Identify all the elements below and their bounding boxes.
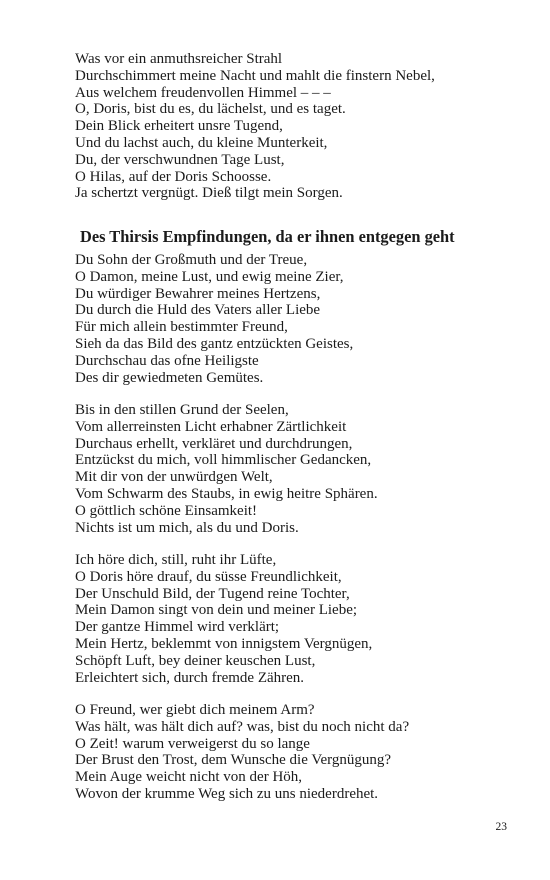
verse-line: Was vor ein anmuthsreicher Strahl	[75, 51, 283, 67]
verse-line: Der Brust den Trost, dem Wunsche die Vergnügung?	[75, 752, 392, 769]
verse-line: Mein Hertz, beklemmt von innigstem Vergnügen,	[75, 635, 373, 652]
verse-line: Des dir gewiedmeten Gemütes.	[75, 369, 264, 386]
verse-line: Durchschau das ofne Heiligste	[75, 352, 259, 369]
verse-line: Der gantze Himmel wird verklärt;	[75, 619, 280, 636]
verse-line: O Freund, wer giebt dich meinem Arm?	[75, 702, 315, 718]
stanza-3	[75, 552, 372, 686]
verse-line: Durchaus erhellt, verkläret und durchdrungen,	[75, 435, 353, 452]
verse-line: Vom allerreinsten Licht erhabner Zärtlichkeit	[75, 418, 347, 435]
verse-line: O Damon, meine Lust, und ewig meine Zier,	[75, 268, 344, 285]
poem-title: Des Thirsis Empfindungen, da er ihnen entgegen geht	[80, 227, 455, 246]
verse-line: Was hält, was hält dich auf? was, bist du noch nicht da?	[75, 718, 410, 735]
stanza-1	[75, 252, 353, 386]
verse-line: O Doris höre drauf, du süsse Freundlichkeit,	[75, 568, 342, 585]
verse-line: Du, der verschwundnen Tage Lust,	[75, 151, 285, 168]
verse-line: Ja schertzt vergnügt. Dieß tilgt mein Sorgen.	[75, 185, 343, 202]
stanza-4	[75, 702, 409, 803]
verse-line: Bis in den stillen Grund der Seelen,	[75, 402, 289, 418]
verse-line: Du Sohn der Großmuth und der Treue,	[75, 252, 308, 268]
verse-line: Mit dir von der unwürdgen Welt,	[75, 469, 273, 486]
verse-line: Durchschimmert meine Nacht und mahlt die finstern Nebel,	[75, 67, 435, 84]
page-number: 23	[495, 821, 507, 833]
verse-line: Wovon der krumme Weg sich zu uns niederdrehet.	[75, 785, 379, 802]
verse-line: Schöpft Luft, bey deiner keuschen Lust,	[75, 652, 316, 669]
verse-line: Du durch die Huld des Vaters aller Liebe	[75, 302, 321, 319]
verse-line: Für mich allein bestimmter Freund,	[75, 319, 288, 336]
stanza-2	[75, 402, 378, 536]
verse-line: Und du lachst auch, du kleine Munterkeit,	[75, 134, 328, 151]
verse-line: Vom Schwarm des Staubs, in ewig heitre Sphären.	[75, 485, 378, 502]
verse-line: Erleichtert sich, durch fremde Zähren.	[75, 669, 305, 686]
verse-line: O Hilas, auf der Doris Schoosse.	[75, 168, 272, 185]
verse-line: Nichts ist um mich, als du und Doris.	[75, 519, 299, 536]
verse-line: Dein Blick erheitert unsre Tugend,	[75, 118, 283, 135]
intro-verse-block	[75, 51, 435, 202]
verse-line: Du würdiger Bewahrer meines Hertzens,	[75, 285, 321, 302]
verse-line: Entzückst du mich, voll himmlischer Gedancken,	[75, 452, 372, 469]
verse-line: Sieh da das Bild des gantz entzückten Geistes,	[75, 335, 354, 352]
verse-line: Mein Auge weicht nicht von der Höh,	[75, 769, 303, 786]
verse-line: Ich höre dich, still, ruht ihr Lüfte,	[75, 552, 277, 568]
verse-line: O Zeit! warum verweigerst du so lange	[75, 735, 310, 752]
verse-line: Der Unschuld Bild, der Tugend reine Tochter,	[75, 585, 350, 602]
verse-line: Mein Damon singt von dein und meiner Liebe;	[75, 602, 358, 619]
verse-line: O, Doris, bist du es, du lächelst, und es taget.	[75, 101, 346, 118]
verse-line: Aus welchem freudenvollen Himmel – – –	[75, 84, 331, 101]
verse-line: O göttlich schöne Einsamkeit!	[75, 502, 258, 519]
